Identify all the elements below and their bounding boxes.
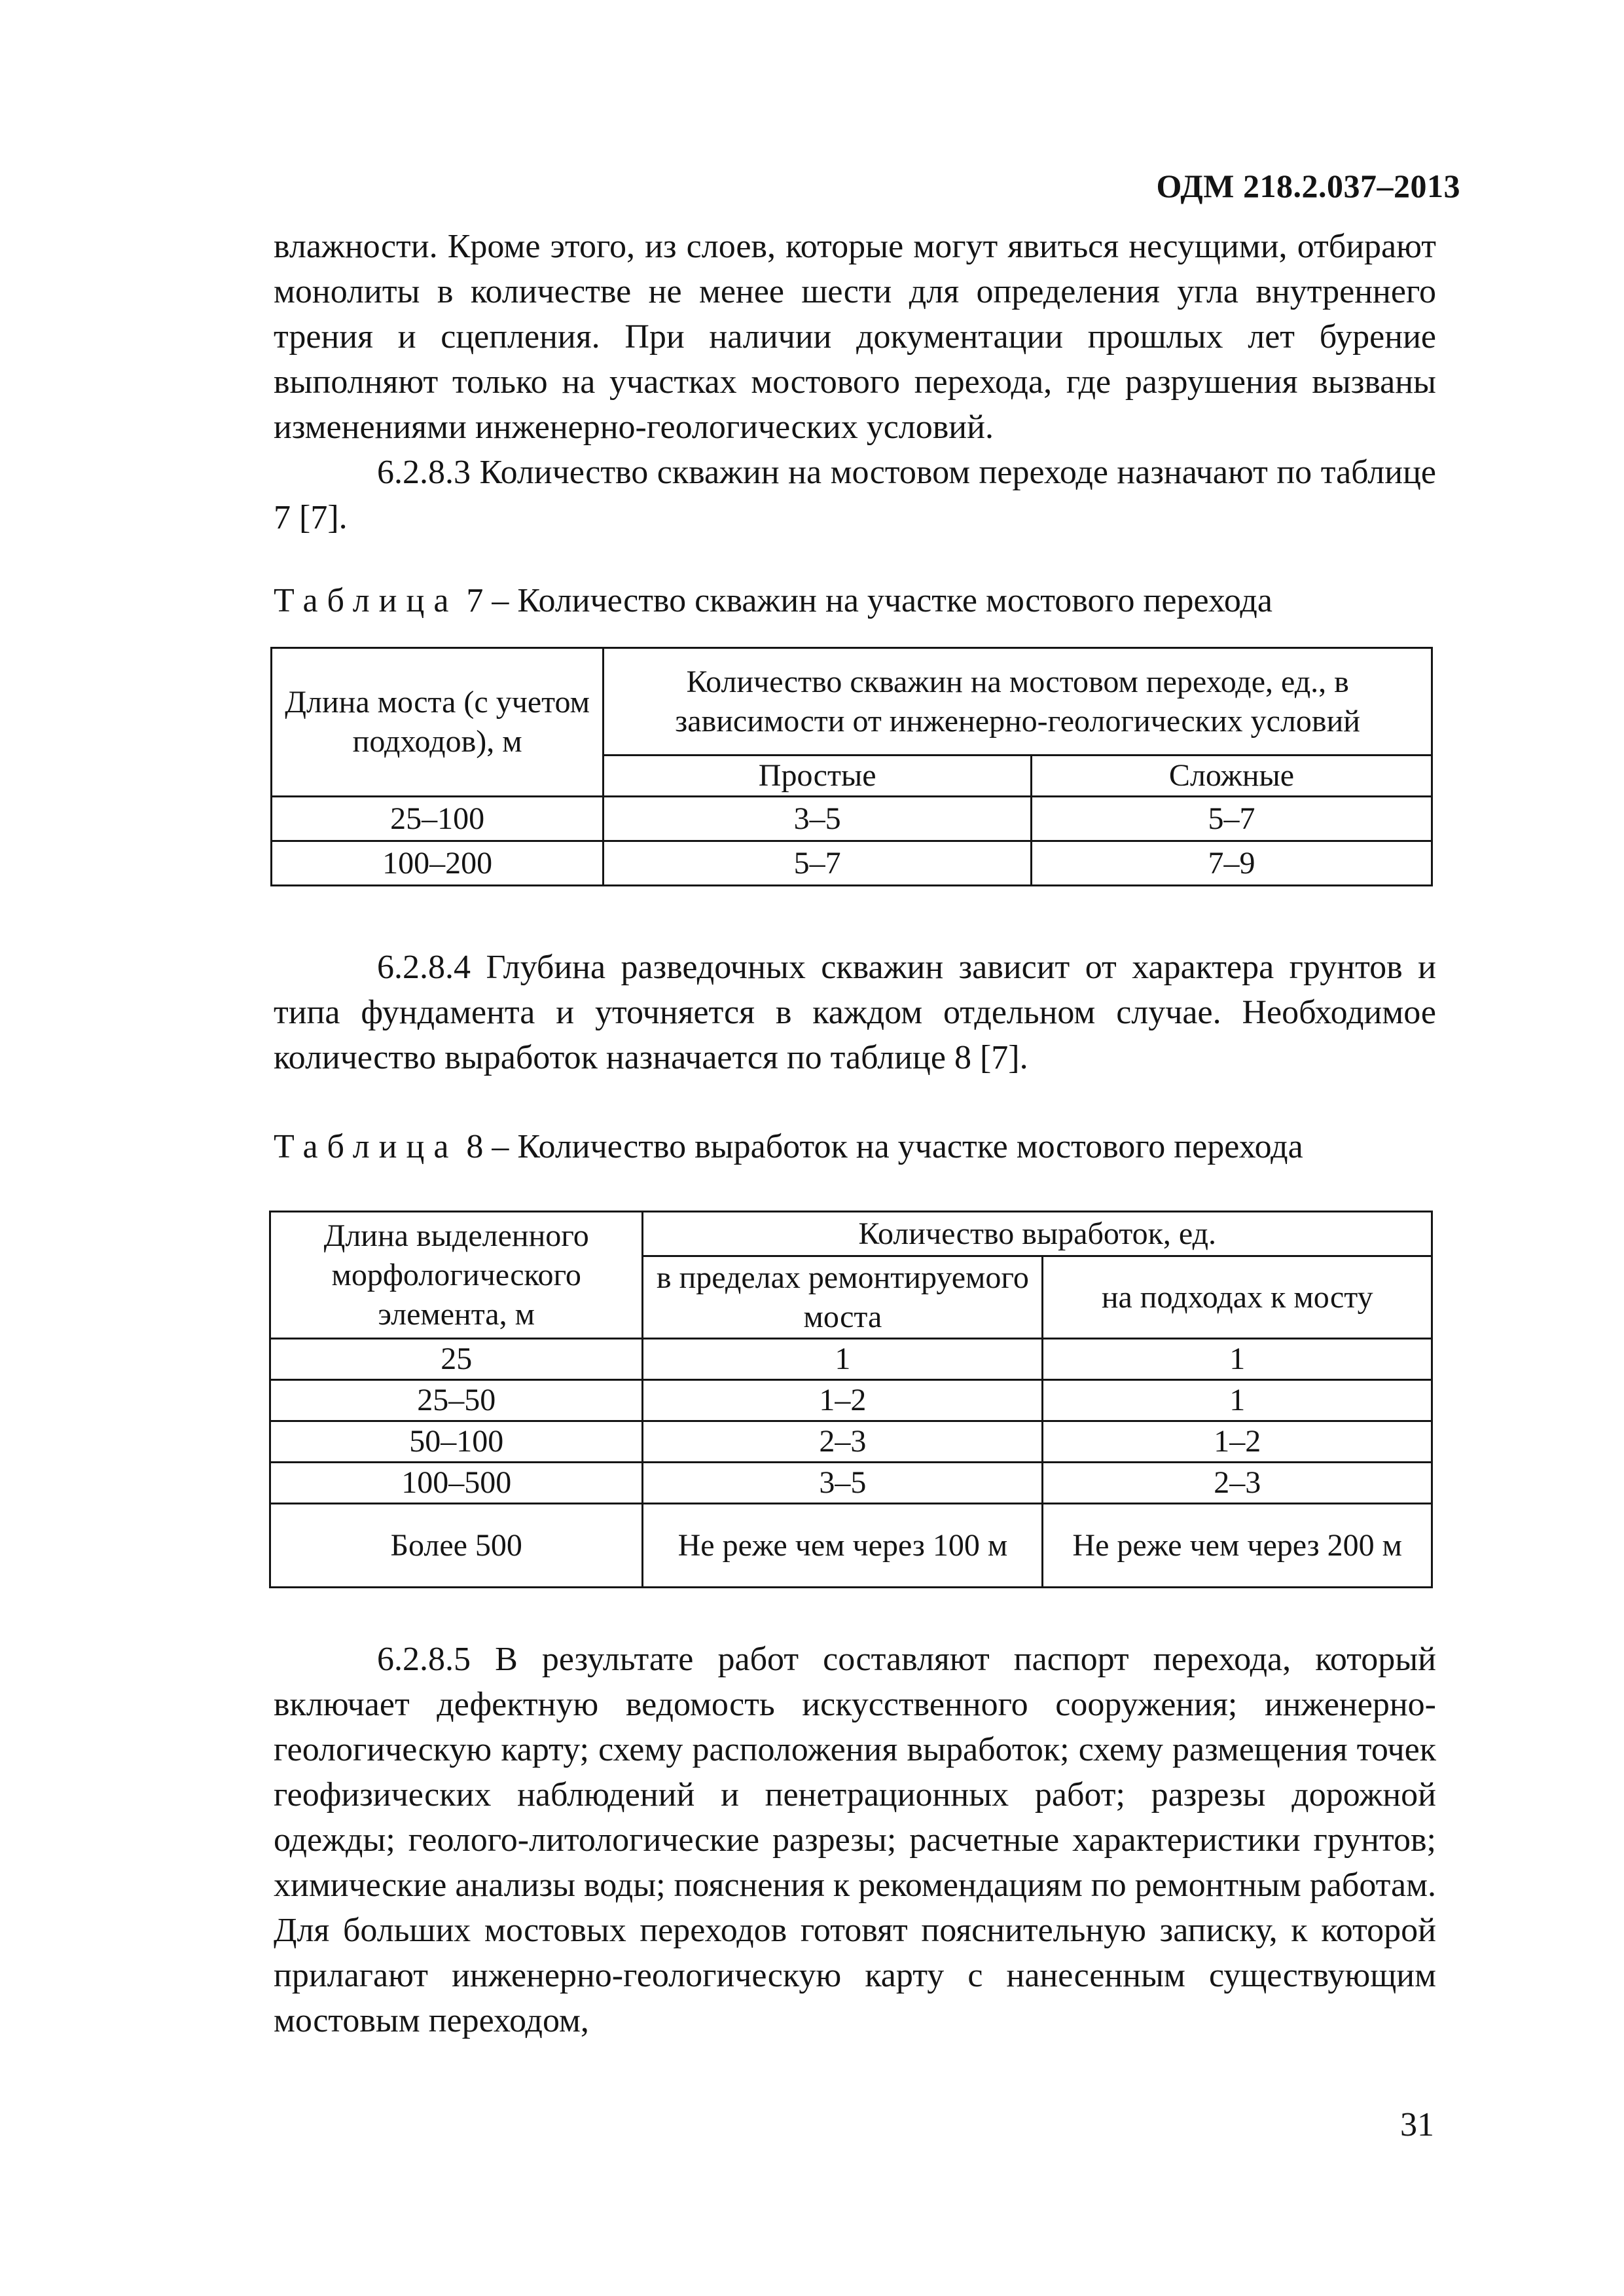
table-8-header-within: в пределах ремонтируемого моста bbox=[643, 1256, 1043, 1339]
table-cell: 2–3 bbox=[1043, 1463, 1432, 1504]
table-cell: 3–5 bbox=[604, 797, 1032, 841]
paragraph-continuation: влажности. Кроме этого, из слоев, которые могут явиться несущими, отбирают монолиты в количестве не менее шести для определения угла внутреннего трения и сцепления. При наличии документации прошлых лет бурение выполняют только на участках мостового перехода, где разрушения вызваны изменениями инженерно-геологических условий. bbox=[274, 228, 1436, 446]
table-cell: Более 500 bbox=[270, 1504, 643, 1588]
table-cell: 1 bbox=[1043, 1339, 1432, 1380]
table-cell: 25–100 bbox=[272, 797, 604, 841]
paragraph-6-2-8-4: 6.2.8.4 Глубина разведочных скважин зависит от характера грунтов и типа фундамента и уточняется в каждом отдельном случае. Необходимое количество выработок назначается по таблице 8 [7]. bbox=[274, 949, 1436, 1076]
table-cell: 5–7 bbox=[1032, 797, 1432, 841]
table-cell: 1–2 bbox=[643, 1380, 1043, 1421]
table-row bbox=[270, 1380, 1432, 1421]
table-7-caption-word: Таблица bbox=[274, 582, 458, 619]
table-cell: Не реже чем через 200 м bbox=[1043, 1504, 1432, 1588]
table-7-header-length: Длина моста (с учетом подходов), м bbox=[272, 648, 604, 797]
table-cell: 100–200 bbox=[272, 841, 604, 886]
table-cell: 3–5 bbox=[643, 1463, 1043, 1504]
page-number: 31 bbox=[1400, 2106, 1434, 2143]
table-8-caption bbox=[274, 1127, 1303, 1166]
table-cell: 50–100 bbox=[270, 1421, 643, 1463]
table-8-caption-text: 8 – Количество выработок на участке мостового перехода bbox=[458, 1128, 1303, 1165]
document-id: ОДМ 218.2.037–2013 bbox=[1156, 168, 1460, 204]
table-row bbox=[272, 841, 1432, 886]
table-7-caption bbox=[274, 581, 1272, 620]
table-7-caption-text: 7 – Количество скважин на участке мостового перехода bbox=[458, 582, 1272, 619]
table-7-header-count: Количество скважин на мостовом переходе, ед., в зависимости от инженерно-геологических условий bbox=[604, 648, 1432, 756]
table-cell: 1–2 bbox=[1043, 1421, 1432, 1463]
table-cell: 25 bbox=[270, 1339, 643, 1380]
table-8-header-length: Длина выделенного морфологического элемента, м bbox=[270, 1212, 643, 1339]
paragraph-6-2-8-3: 6.2.8.3 Количество скважин на мостовом переходе назначают по таблице 7 [7]. bbox=[274, 454, 1436, 536]
paragraph-6-2-8-5: 6.2.8.5 В результате работ составляют паспорт перехода, который включает дефектную ведомость искусственного сооружения; инженерно-геологическую карту; схему расположения выработок; схему размещения точек геофизических наблюдений и пенетрационных работ; разрезы дорожной одежды; геолого-литологические разрезы; расчетные характеристики грунтов; химические анализы воды; пояснения к рекомендациям по ремонтным работам. Для больших мостовых переходов готовят пояснительную записку, к которой прилагают инженерно-геологическую карту с нанесенным существующим мостовым переходом, bbox=[274, 1641, 1436, 2039]
table-cell: 25–50 bbox=[270, 1380, 643, 1421]
table-row bbox=[270, 1421, 1432, 1463]
table-cell: 2–3 bbox=[643, 1421, 1043, 1463]
table-7 bbox=[270, 647, 1433, 886]
table-row bbox=[272, 797, 1432, 841]
table-cell: 7–9 bbox=[1032, 841, 1432, 886]
table-row bbox=[270, 1504, 1432, 1588]
table-row bbox=[270, 1339, 1432, 1380]
table-8-header-approach: на подходах к мосту bbox=[1043, 1256, 1432, 1339]
table-cell: 100–500 bbox=[270, 1463, 643, 1504]
table-7-header-simple: Простые bbox=[604, 756, 1032, 797]
table-cell: 5–7 bbox=[604, 841, 1032, 886]
table-8-header-count: Количество выработок, ед. bbox=[643, 1212, 1432, 1256]
table-cell: 1 bbox=[1043, 1380, 1432, 1421]
table-8 bbox=[269, 1211, 1433, 1588]
table-cell: 1 bbox=[643, 1339, 1043, 1380]
table-cell: Не реже чем через 100 м bbox=[643, 1504, 1043, 1588]
table-7-header-complex: Сложные bbox=[1032, 756, 1432, 797]
table-row bbox=[270, 1463, 1432, 1504]
table-8-caption-word: Таблица bbox=[274, 1128, 458, 1165]
